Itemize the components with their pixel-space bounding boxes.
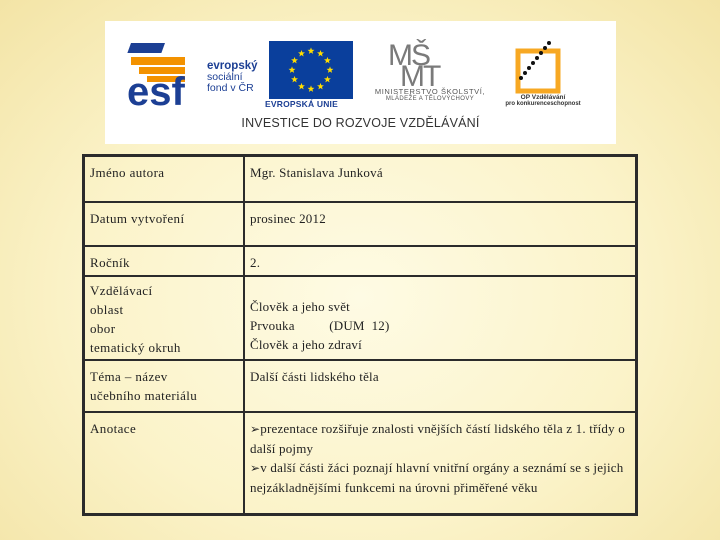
- annotation-bullet: [250, 419, 625, 458]
- date-label: Datum vytvoření: [84, 202, 244, 246]
- table-row: [84, 202, 636, 246]
- table-row: [84, 156, 636, 202]
- grade-label: Ročník: [84, 246, 244, 276]
- author-label: Jméno autora: [84, 156, 244, 202]
- esf-line2: sociální: [207, 71, 243, 83]
- esf-line1: evropský: [207, 60, 258, 72]
- annotation-bullet-text: prezentace rozšiřuje znalosti vnějších částí lidského těla z 1. třídy o další pojmy: [250, 421, 625, 456]
- svg-text:MT: MT: [400, 60, 440, 87]
- author-value: Mgr. Stanislava Junková: [244, 156, 636, 202]
- esf-logo: [125, 43, 285, 108]
- msmt-text: [355, 87, 505, 102]
- topic-label-line: Téma – název: [90, 369, 168, 384]
- area-value-line: Člověk a jeho zdraví: [250, 337, 362, 352]
- topic-value: Další části lidského těla: [244, 360, 636, 412]
- topic-label: [84, 360, 244, 412]
- area-label-line: obor: [90, 321, 116, 336]
- msmt-line1: MINISTERSTVO ŠKOLSTVÍ,: [374, 87, 486, 96]
- date-value: prosinec 2012: [244, 202, 636, 246]
- annotation-bullet-text: v další části žáci poznají hlavní vnitřní orgány a seznámí se s jejich nejzákladnějšími funkcemi na úrovni přiměřené věku: [250, 460, 624, 495]
- op-vzdelavani-logo: [515, 41, 565, 95]
- msmt-line2: MLÁDEŽE A TĚLOVÝCHOVY: [385, 96, 475, 102]
- grade-value: 2.: [244, 246, 636, 276]
- table-row: [84, 246, 636, 276]
- logo-banner: [105, 21, 616, 144]
- table-row: [84, 412, 636, 514]
- annotation-value: [244, 412, 636, 514]
- esf-subtitle: [207, 61, 258, 94]
- area-value: [244, 276, 636, 360]
- area-value-line: Prvouka (DUM 12): [250, 318, 390, 333]
- annotation-label: Anotace: [84, 412, 244, 514]
- eu-label: EVROPSKÁ UNIE: [265, 99, 338, 109]
- esf-line3: fond v ČR: [207, 82, 254, 94]
- op-line1: OP Vzdělávání: [520, 94, 566, 101]
- area-label-line: tematický okruh: [90, 340, 181, 355]
- op-line2: pro konkurenceschopnost: [505, 101, 581, 107]
- area-label: [84, 276, 244, 360]
- arrow-bullet-icon: ➢: [250, 461, 261, 475]
- table-row: [84, 276, 636, 360]
- topic-label-line: učebního materiálu: [90, 388, 198, 403]
- metadata-table: [82, 154, 638, 516]
- banner-tagline: INVESTICE DO ROZVOJE VZDĚLÁVÁNÍ: [241, 116, 480, 130]
- msmt-logo: [388, 39, 468, 87]
- table-row: [84, 360, 636, 412]
- svg-text:MŠ: MŠ: [388, 39, 429, 72]
- annotation-bullet: [250, 458, 625, 497]
- op-text: [493, 94, 593, 107]
- area-value-line: Člověk a jeho svět: [250, 299, 350, 314]
- arrow-bullet-icon: ➢: [250, 422, 261, 436]
- esf-letters: esf: [127, 70, 185, 108]
- area-label-line: Vzdělávací: [90, 283, 153, 298]
- eu-flag-icon: [269, 41, 353, 99]
- area-label-line: oblast: [90, 302, 124, 317]
